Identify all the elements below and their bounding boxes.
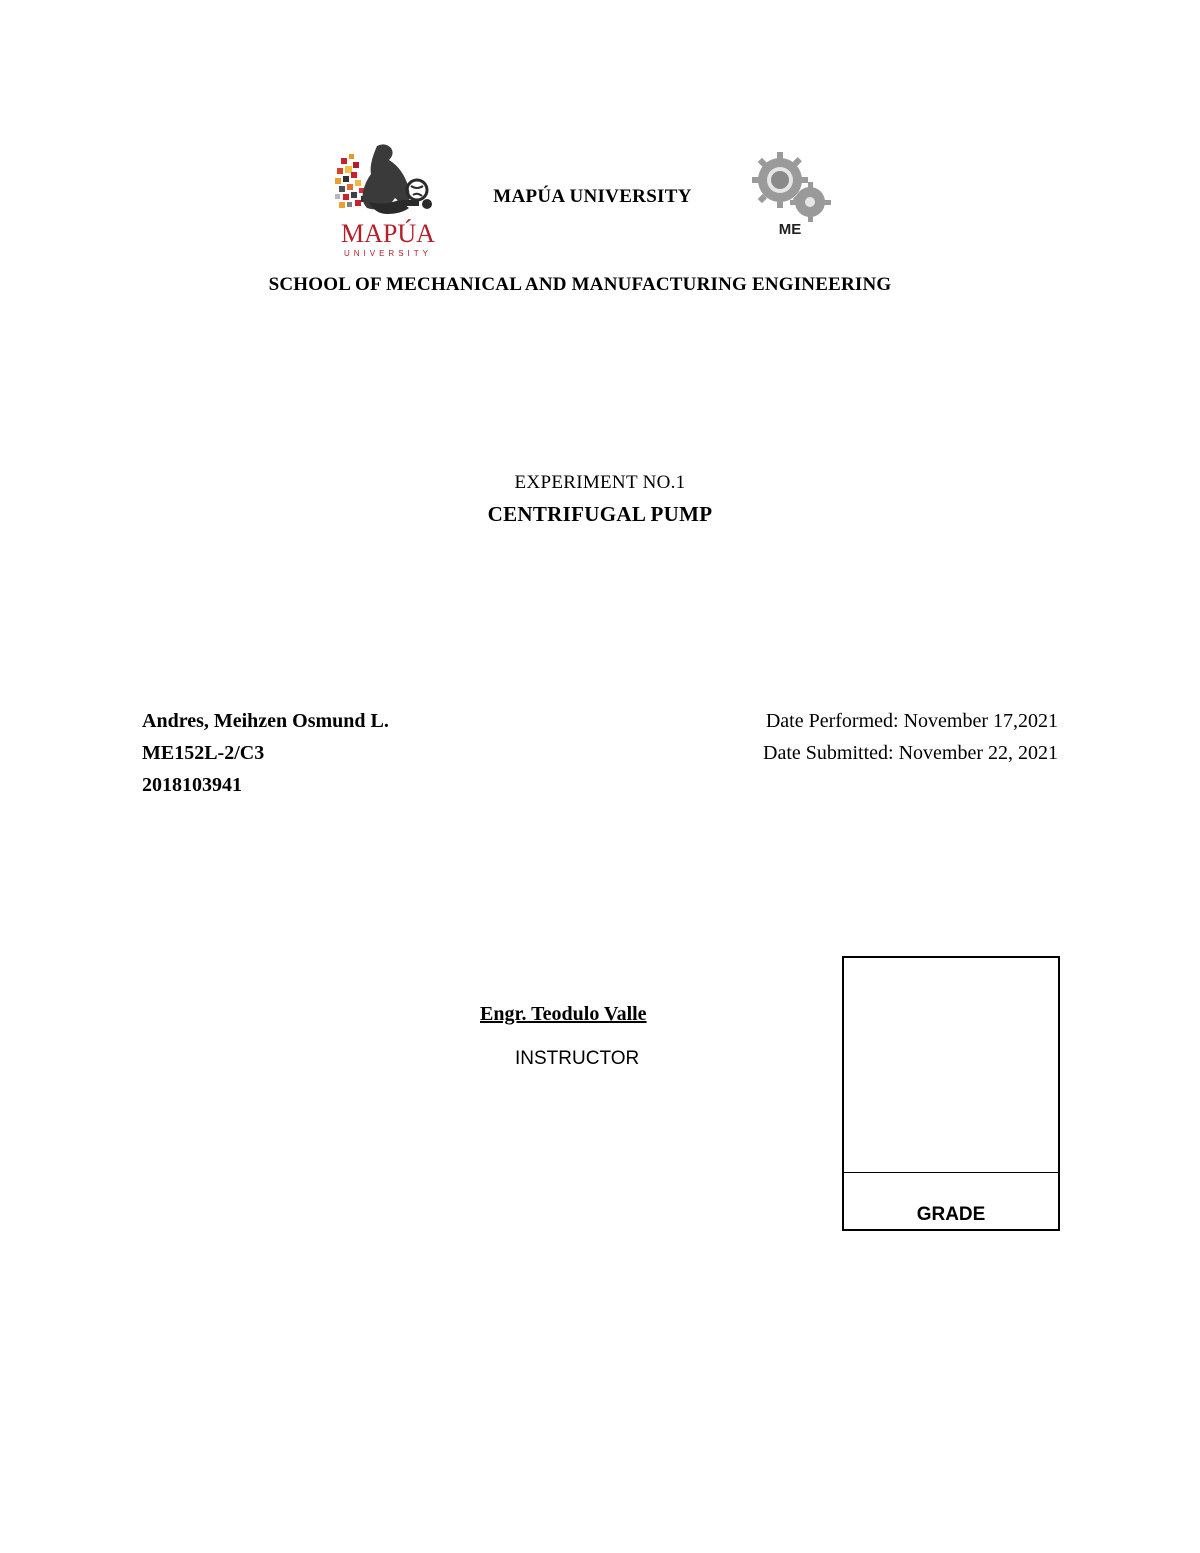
date-submitted: Date Submitted: November 22, 2021 — [763, 742, 1058, 764]
school-name: SCHOOL OF MECHANICAL AND MANUFACTURING ENGINEERING — [268, 274, 892, 295]
grade-divider — [844, 1172, 1058, 1173]
instructor-name: Engr. Teodulo Valle — [480, 1003, 647, 1025]
experiment-number: EXPERIMENT NO.1 — [514, 472, 686, 493]
student-info — [142, 705, 389, 801]
grade-label: GRADE — [916, 1204, 986, 1225]
experiment-title: CENTRIFUGAL PUMP — [487, 502, 713, 526]
date-info — [763, 705, 1058, 769]
mapua-logo-text: MAPÚA — [341, 219, 435, 248]
me-logo-text: ME — [778, 221, 802, 238]
mapua-logo-subtext: UNIVERSITY — [343, 249, 433, 258]
me-gear-logo — [750, 152, 834, 238]
student-section: ME152L-2/C3 — [142, 742, 265, 764]
university-name: MAPÚA UNIVERSITY — [493, 186, 692, 207]
grade-box — [842, 956, 1060, 1231]
student-name: Andres, Meihzen Osmund L. — [142, 710, 389, 732]
instructor-role: INSTRUCTOR — [515, 1048, 640, 1069]
student-id: 2018103941 — [142, 774, 242, 796]
date-performed: Date Performed: November 17,2021 — [765, 710, 1058, 732]
